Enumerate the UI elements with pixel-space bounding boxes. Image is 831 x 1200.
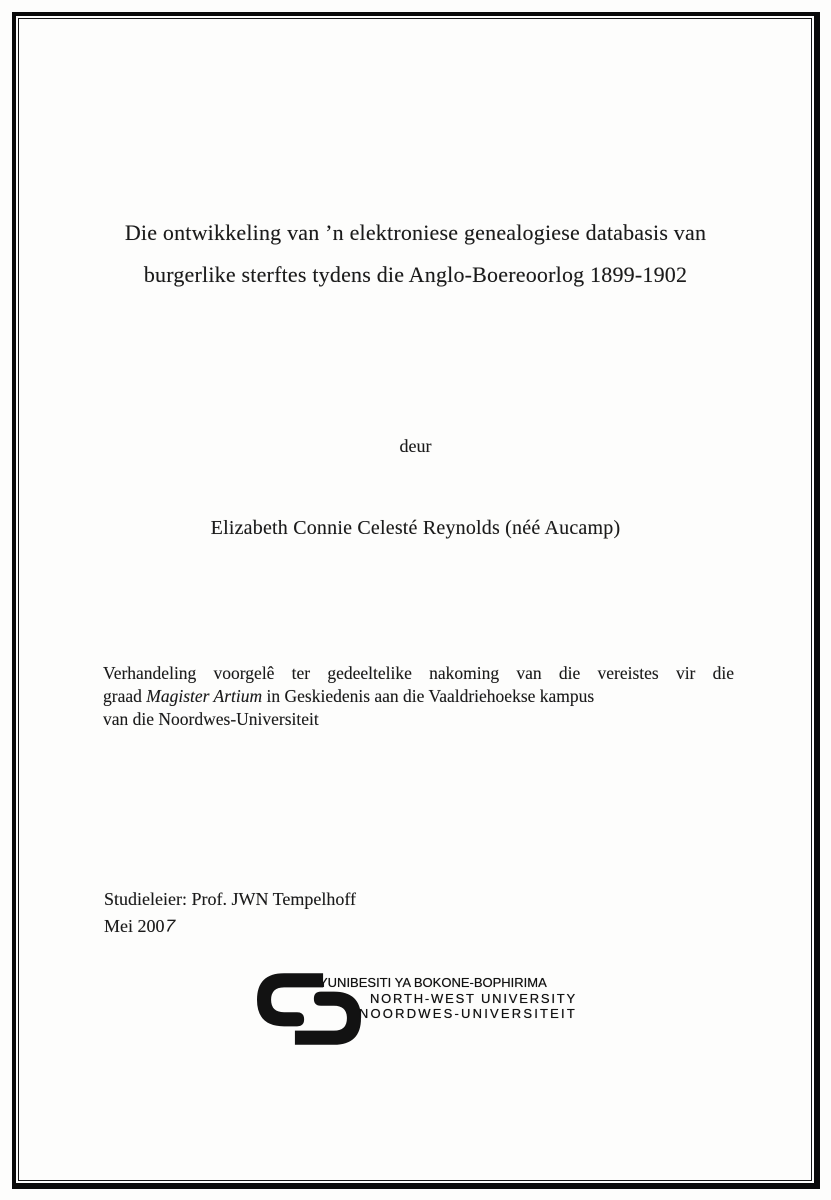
statement-line-2-suffix: in Geskiedenis aan die Vaaldriehoekse kampus — [262, 686, 595, 706]
statement-line-1: Verhandeling voorgelê ter gedeeltelike nakoming van die vereistes vir die — [103, 663, 734, 683]
admin-block — [104, 886, 356, 940]
supervisor-line: Studieleier: Prof. JWN Tempelhoff — [104, 889, 357, 909]
logo-text-setswana: YUNIBESITI YA BOKONE-BOPHIRIMA — [319, 975, 547, 990]
author-name: Elizabeth Connie Celesté Reynolds (néé Aucamp) — [210, 517, 621, 539]
thesis-title — [60, 212, 771, 296]
statement-line-3: van die Noordwes-Universiteit — [103, 709, 319, 729]
thesis-statement — [103, 662, 734, 731]
degree-name: Magister Artium — [146, 686, 263, 706]
date-prefix: Mei 200 — [104, 916, 165, 936]
statement-line-2 — [103, 685, 734, 708]
date-final-digit: 7 — [162, 916, 178, 936]
byline-label: deur — [399, 436, 432, 456]
thesis-title-line-1: Die ontwikkeling van ’n elektroniese genealogiese databasis van — [124, 220, 707, 245]
university-logo — [257, 971, 587, 1056]
statement-line-2-prefix: graad — [103, 686, 147, 706]
logo-text-english: NORTH-WEST UNIVERSITY — [369, 990, 577, 1006]
thesis-title-line-2: burgerlike sterftes tydens die Anglo-Boereoorlog 1899-1902 — [143, 262, 688, 287]
logo-text-afrikaans: NOORDWES-UNIVERSITEIT — [358, 1006, 577, 1021]
university-logo-text — [319, 975, 577, 1022]
date-line — [104, 913, 356, 940]
